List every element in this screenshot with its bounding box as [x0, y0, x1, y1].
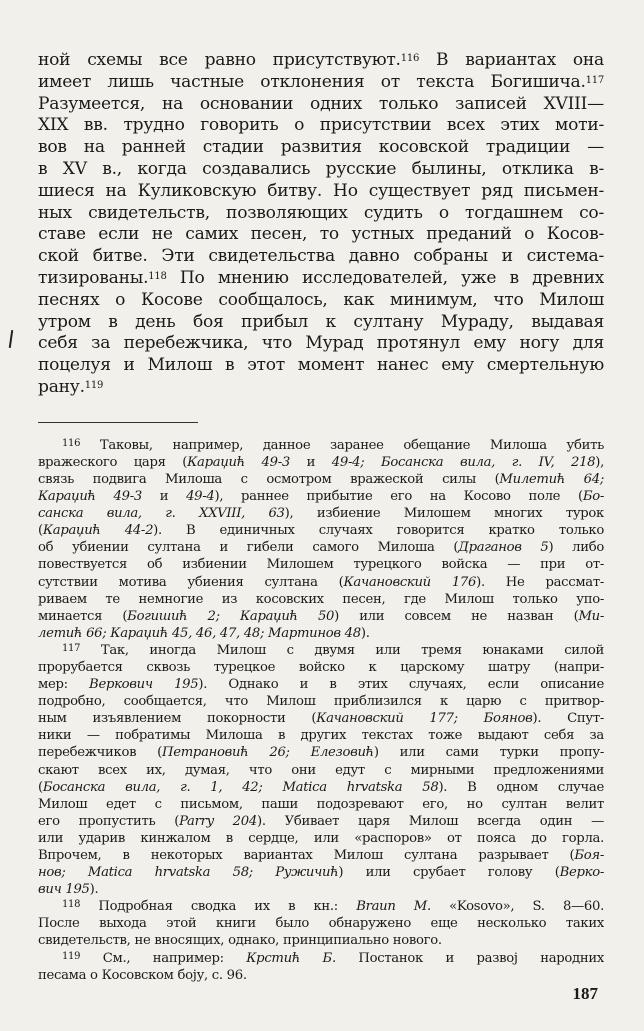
text-line: ской битве. Эти свидетельства давно собраны и система- [38, 246, 604, 267]
footnote-line: летић 66; Караџић 45, 46, 47, 48; Мартинов 48). [38, 625, 370, 641]
footnote-line: или ударив кинжалом в сердце, или «распоров» от пояса до горла. [38, 830, 604, 846]
footnote-line: перебежчиков (Петрановић 26; Елезовић) или сами турки пропу- [38, 745, 604, 761]
footnote-line: нов; Matica hrvatska 58; Ружичић) или срубает голову (Верко- [38, 865, 604, 881]
footnote-line: ным изъявлением покорности (Качановский 177; Боянов). Спут- [38, 711, 604, 727]
footnote-line: (Караџић 44-2). В единичных случаях говорится кратко только [38, 523, 604, 539]
footnote-line: риваем те немногие из косовских песен, где Милош только упо- [38, 591, 604, 607]
text-line: песнях о Косове сообщалось, как минимум, что Милош [38, 289, 604, 310]
footnote-line: вич 195). [38, 882, 99, 898]
text-line: тизированы.$^{118}$ По мнению исследователей, уже в древних [38, 267, 604, 288]
footnote-line: песама о Косовском боју, с. 96. [38, 967, 247, 983]
footnote-ref-118[interactable]: 118 [148, 270, 167, 282]
footnote-line: Впрочем, в некоторых вариантах Милош султана разрывает (Боя- [38, 848, 604, 863]
text-line: шиеся на Куликовскую битву. Но существует ряд письмен- [38, 180, 604, 201]
text-line: ной схемы все равно присутствуют.$^{116}$ В вариантах она [38, 50, 604, 70]
footnote-line: минается (Богишић 2; Караџић 50) или совсем не назван (Ми- [38, 608, 604, 624]
text-line: поцелуя и Милош в этот момент нанес ему смертельную [38, 355, 604, 376]
footnote-line: Милош едет с письмом, паши подозревают его, но султан велит [38, 796, 604, 812]
text-line: себя за перебежчика, что Мурад протянул ему ногу для [38, 333, 604, 354]
text-line: ных свидетельств, позволяющих судить о тогдашнем со- [38, 202, 604, 223]
main-paragraph [38, 50, 604, 399]
margin-mark [9, 330, 13, 348]
footnote-line: После выхода этой книги было обнаружено еще несколько таких [38, 916, 604, 932]
footnote-line: подробно, сообщается, что Милош приблизился к царю с притвор- [38, 694, 604, 710]
footnote-line: Караџић 49-3 и 49-4), раннее прибытие его на Косово поле (Бо- [38, 489, 604, 505]
footnote-ref-116[interactable]: 116 [400, 53, 420, 64]
footnote-line: мер: Веркович 195). Однако и в этих случаях, если описание [38, 677, 604, 693]
text-line: Разумеется, на основании одних только записей XVIII— [38, 93, 604, 114]
footnote-117: $^{117}$ Так, иногда Милош с двумя или тремя юнаками силой [62, 642, 604, 658]
footnote-ref-117[interactable]: 117 [585, 74, 604, 86]
footnote-line: повествуется об избиении Милошем турецкого войска — при от- [38, 557, 604, 573]
footnote-divider [38, 422, 198, 423]
text-line: вов на ранней стадии развития косовской традиции — [38, 137, 604, 158]
footnote-line: вражеского царя (Караџић 49-3 и 49-4; Босанска вила, г. IV, 218), [38, 454, 604, 470]
footnote-119: $^{119}$ См., например: Крстић Б. Постанок и развој народних [62, 950, 604, 966]
text-line: в XV в., когда создавались русские былины, отклика в- [38, 158, 604, 179]
footnote-line: его пропустить (Parry 204). Убивает царя Милош всегда один — [38, 813, 604, 829]
footnote-line: скают всех их, думая, что они едут с мирными предложениями [38, 762, 604, 778]
footnote-line: прорубается сквозь турецкое войско к царскому шатру (напри- [38, 659, 604, 675]
footnote-ref-119[interactable]: 119 [84, 379, 104, 391]
footnote-line: санска вила, г. XXVIII, 63), избиение Милошем многих турок [38, 506, 604, 522]
footnotes [38, 437, 604, 984]
text-line: ставе если не самих песен, то устных преданий о Косов- [38, 224, 604, 245]
text-line: имеет лишь частные отклонения от текста Богишича.$^{117}$ [38, 71, 604, 92]
footnote-line: сутствии мотива убиения султана (Качановский 176). Не рассмат- [38, 574, 604, 590]
page-content [38, 50, 604, 984]
text-line: утром в день боя прибыл к султану Мураду, выдавая [38, 311, 604, 332]
footnote-line: свидетельств, не вносящих, однако, принципиально нового. [38, 933, 442, 949]
footnote-118: $^{118}$ Подробная сводка их в кн.: Braun M. «Kosovo», S. 8—60. [62, 899, 604, 915]
text-line: XIX вв. трудно говорить о присутствии всех этих моти- [38, 115, 604, 136]
text-line: рану.$^{119}$ [38, 376, 104, 397]
footnote-line: (Босанска вила, г. 1, 42; Matica hrvatska 58). В одном случае [38, 779, 604, 795]
footnote-116: $^{116}$ Таковы, например, данное заранее обещание Милоша убить [62, 437, 604, 453]
footnote-line: ники — побратимы Милоша в других текстах тоже выдают себя за [38, 728, 604, 744]
footnote-line: об убиении султана и гибели самого Милоша (Драганов 5) либо [38, 540, 604, 556]
page-number: 187 [572, 984, 598, 1003]
footnote-line: связь подвига Милоша с осмотром вражеской силы (Милетић 64; [38, 471, 604, 487]
